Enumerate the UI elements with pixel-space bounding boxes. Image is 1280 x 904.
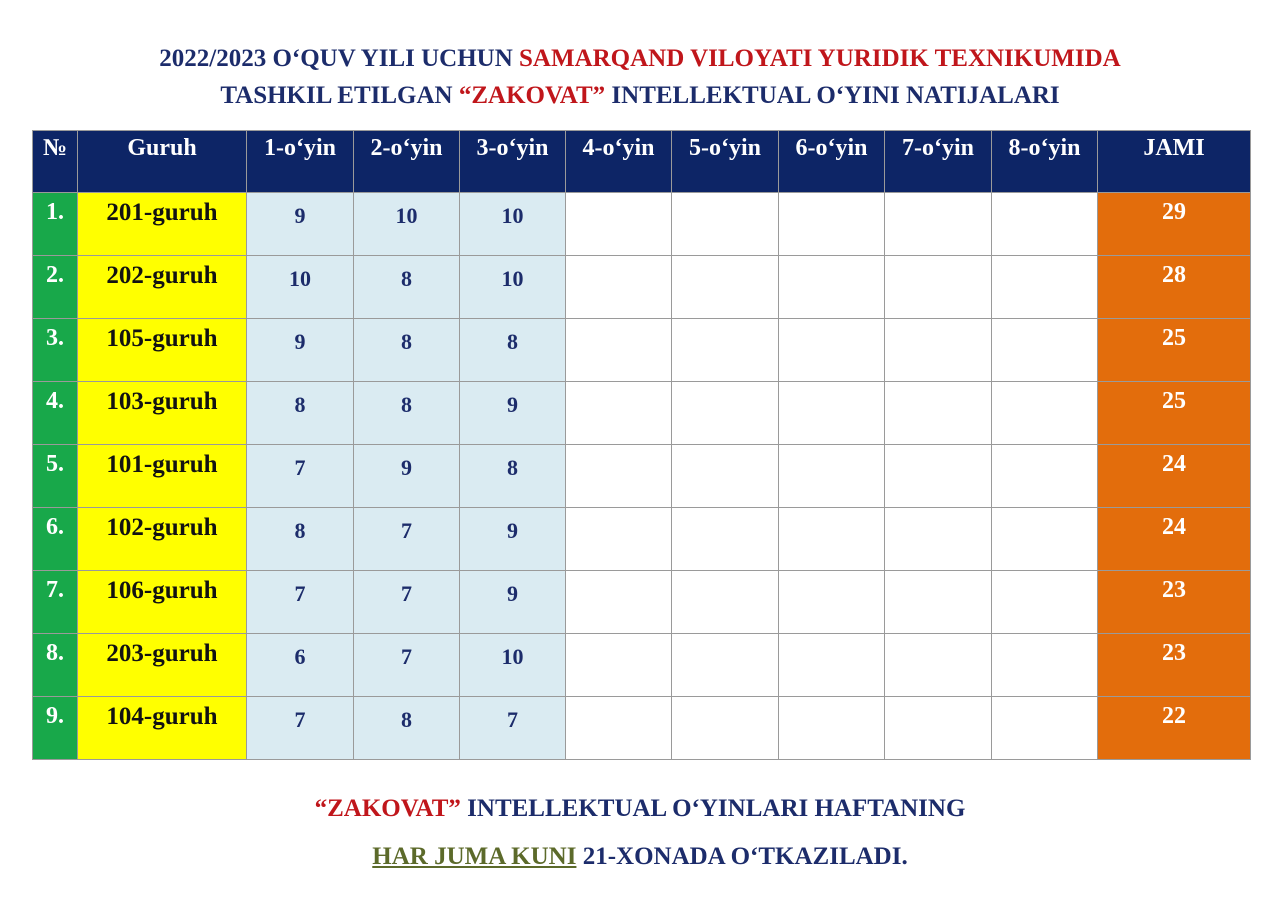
game-score: 8 <box>247 382 354 445</box>
group-name: 201-guruh <box>78 193 247 256</box>
group-name: 104-guruh <box>78 697 247 760</box>
game-score: 10 <box>460 256 566 319</box>
column-header: Guruh <box>78 131 247 193</box>
game-score-empty <box>566 697 672 760</box>
column-header: 2-o‘yin <box>354 131 460 193</box>
game-score: 7 <box>247 697 354 760</box>
game-score-empty <box>779 256 885 319</box>
total-score: 28 <box>1098 256 1251 319</box>
footer-line-2 <box>0 843 1280 871</box>
game-score-empty <box>672 319 779 382</box>
game-score-empty <box>672 382 779 445</box>
game-score-empty <box>992 256 1098 319</box>
row-number: 2. <box>33 256 78 319</box>
game-score-empty <box>566 571 672 634</box>
game-score-empty <box>885 571 992 634</box>
game-score-empty <box>779 193 885 256</box>
game-score-empty <box>779 508 885 571</box>
row-number: 8. <box>33 634 78 697</box>
game-score: 9 <box>460 508 566 571</box>
row-number: 4. <box>33 382 78 445</box>
row-number: 5. <box>33 445 78 508</box>
table-row <box>33 382 1251 445</box>
game-score-empty <box>885 319 992 382</box>
game-score-empty <box>885 256 992 319</box>
total-score: 24 <box>1098 445 1251 508</box>
group-name: 202-guruh <box>78 256 247 319</box>
game-score: 8 <box>460 319 566 382</box>
game-score: 7 <box>247 445 354 508</box>
game-score-empty <box>672 571 779 634</box>
game-score-empty <box>779 571 885 634</box>
game-score-empty <box>672 508 779 571</box>
group-name: 102-guruh <box>78 508 247 571</box>
table-row <box>33 508 1251 571</box>
table-row <box>33 445 1251 508</box>
column-header: 7-o‘yin <box>885 131 992 193</box>
row-number: 7. <box>33 571 78 634</box>
game-score: 7 <box>354 508 460 571</box>
table-row <box>33 319 1251 382</box>
row-number: 3. <box>33 319 78 382</box>
game-score-empty <box>992 193 1098 256</box>
game-score-empty <box>672 634 779 697</box>
footer-room: 21-XONADA O‘TKAZILADI. <box>576 843 908 870</box>
game-score: 7 <box>247 571 354 634</box>
total-score: 25 <box>1098 319 1251 382</box>
page-title-line-1 <box>0 45 1280 73</box>
game-score-empty <box>885 634 992 697</box>
game-score: 10 <box>460 634 566 697</box>
table-row <box>33 193 1251 256</box>
results-table <box>32 130 1251 760</box>
row-number: 9. <box>33 697 78 760</box>
title-prefix: 2022/2023 O‘QUV YILI UCHUN <box>159 45 520 72</box>
group-name: 106-guruh <box>78 571 247 634</box>
title-results: INTELLEKTUAL O‘YINI NATIJALARI <box>605 82 1060 109</box>
footer-games-weekly: INTELLEKTUAL O‘YINLARI HAFTANING <box>460 795 966 822</box>
column-header: 6-o‘yin <box>779 131 885 193</box>
game-score: 10 <box>247 256 354 319</box>
title-zakovat: “ZAKOVAT” <box>458 82 606 109</box>
game-score: 9 <box>247 193 354 256</box>
game-score-empty <box>672 193 779 256</box>
row-number: 1. <box>33 193 78 256</box>
column-header: JAMI <box>1098 131 1251 193</box>
table-row <box>33 697 1251 760</box>
game-score: 8 <box>354 319 460 382</box>
game-score-empty <box>992 571 1098 634</box>
column-header: 8-o‘yin <box>992 131 1098 193</box>
game-score-empty <box>885 697 992 760</box>
game-score: 10 <box>460 193 566 256</box>
title-institution: SAMARQAND VILOYATI YURIDIK TEXNIKUMIDA <box>519 45 1121 72</box>
game-score: 9 <box>460 571 566 634</box>
game-score-empty <box>992 697 1098 760</box>
title-organized: TASHKIL ETILGAN <box>220 82 459 109</box>
footer-every-friday: HAR JUMA KUNI <box>372 843 577 870</box>
game-score-empty <box>779 319 885 382</box>
footer-line-1 <box>0 795 1280 823</box>
total-score: 25 <box>1098 382 1251 445</box>
game-score-empty <box>672 256 779 319</box>
game-score: 8 <box>247 508 354 571</box>
table-row <box>33 634 1251 697</box>
total-score: 23 <box>1098 571 1251 634</box>
row-number: 6. <box>33 508 78 571</box>
table-row <box>33 256 1251 319</box>
game-score-empty <box>566 508 672 571</box>
game-score-empty <box>885 382 992 445</box>
game-score-empty <box>992 382 1098 445</box>
footer-zakovat: “ZAKOVAT” <box>314 795 461 822</box>
game-score-empty <box>779 634 885 697</box>
game-score-empty <box>992 445 1098 508</box>
total-score: 23 <box>1098 634 1251 697</box>
game-score: 7 <box>354 634 460 697</box>
total-score: 29 <box>1098 193 1251 256</box>
game-score: 8 <box>354 256 460 319</box>
game-score-empty <box>566 193 672 256</box>
game-score-empty <box>672 697 779 760</box>
group-name: 203-guruh <box>78 634 247 697</box>
game-score: 8 <box>354 382 460 445</box>
group-name: 101-guruh <box>78 445 247 508</box>
column-header: 1-o‘yin <box>247 131 354 193</box>
game-score-empty <box>992 634 1098 697</box>
total-score: 24 <box>1098 508 1251 571</box>
game-score-empty <box>566 445 672 508</box>
total-score: 22 <box>1098 697 1251 760</box>
game-score-empty <box>992 319 1098 382</box>
game-score: 8 <box>460 445 566 508</box>
game-score-empty <box>885 445 992 508</box>
game-score-empty <box>672 445 779 508</box>
column-header: № <box>33 131 78 193</box>
game-score-empty <box>566 256 672 319</box>
game-score-empty <box>566 382 672 445</box>
game-score: 9 <box>460 382 566 445</box>
page-title-line-2 <box>0 82 1280 110</box>
game-score: 7 <box>460 697 566 760</box>
column-header: 3-o‘yin <box>460 131 566 193</box>
game-score-empty <box>885 193 992 256</box>
game-score-empty <box>779 697 885 760</box>
game-score-empty <box>566 634 672 697</box>
group-name: 105-guruh <box>78 319 247 382</box>
column-header: 5-o‘yin <box>672 131 779 193</box>
game-score-empty <box>992 508 1098 571</box>
table-body <box>33 193 1251 760</box>
game-score-empty <box>779 445 885 508</box>
game-score-empty <box>566 319 672 382</box>
game-score: 6 <box>247 634 354 697</box>
table-header-row <box>33 131 1251 193</box>
game-score: 7 <box>354 571 460 634</box>
column-header: 4-o‘yin <box>566 131 672 193</box>
game-score: 9 <box>354 445 460 508</box>
game-score-empty <box>885 508 992 571</box>
game-score-empty <box>779 382 885 445</box>
table-row <box>33 571 1251 634</box>
game-score: 8 <box>354 697 460 760</box>
game-score: 9 <box>247 319 354 382</box>
game-score: 10 <box>354 193 460 256</box>
group-name: 103-guruh <box>78 382 247 445</box>
